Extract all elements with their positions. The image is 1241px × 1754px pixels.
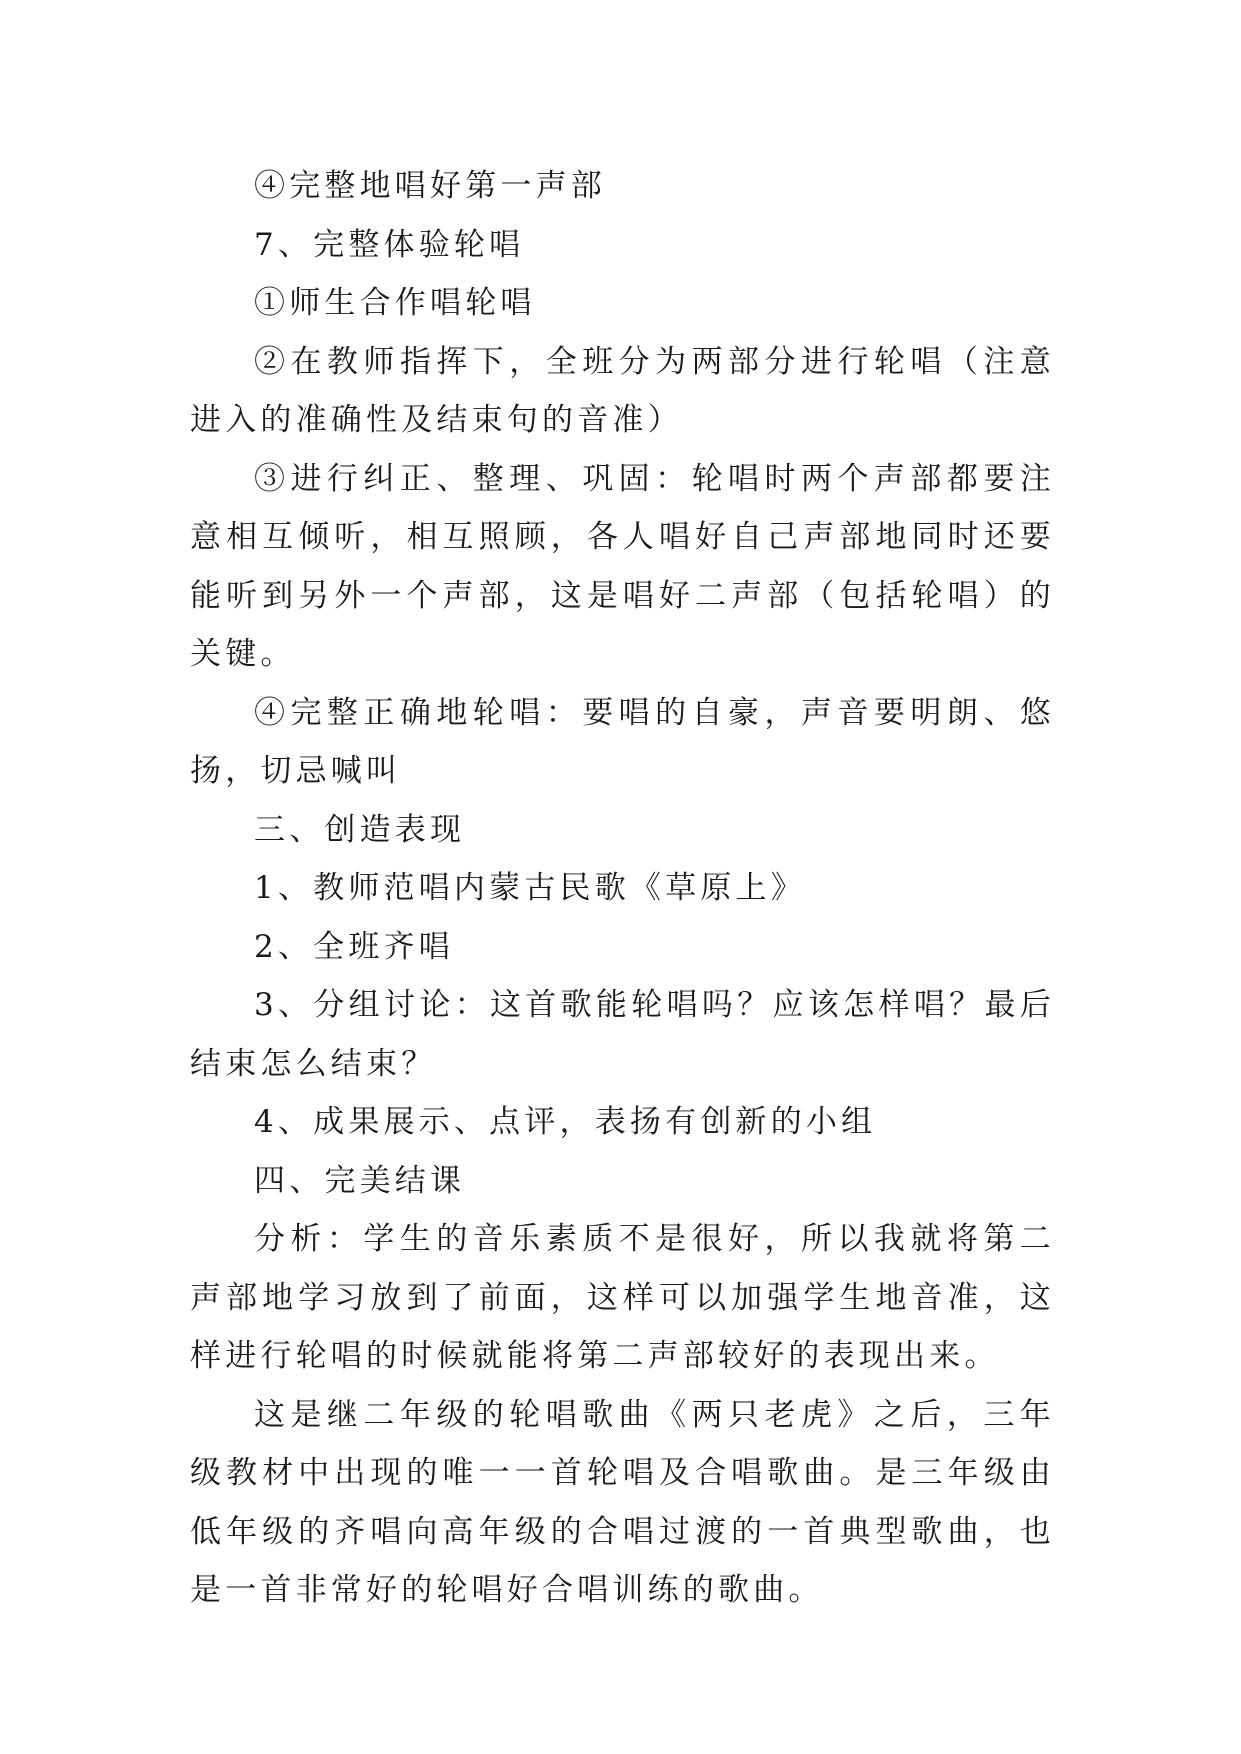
section-heading: 三、创造表现 bbox=[254, 811, 466, 848]
paragraph: ①师生合作唱轮唱 bbox=[254, 285, 536, 321]
paragraph: 这是继二年级的轮唱歌曲《两只老虎》之后，三年级教材中出现的唯一一首轮唱及合唱歌曲。是三年级由低年级的齐唱向高年级的合唱过渡的一首典型歌曲，也是一首非常好的轮唱好合唱训练的歌曲。 bbox=[190, 1396, 1055, 1608]
paragraph: ②在教师指挥下，全班分为两部分进行轮唱（注意进入的准确性及结束句的音准） bbox=[190, 343, 1055, 438]
paragraph: 3、分组讨论：这首歌能轮唱吗？应该怎样唱？最后结束怎么结束？ bbox=[190, 987, 1055, 1082]
paragraph: 2、全班齐唱 bbox=[254, 928, 454, 965]
paragraph: ④完整正确地轮唱：要唱的自豪，声音要明朗、悠扬，切忌喊叫 bbox=[190, 694, 1055, 789]
paragraph: 1、教师范唱内蒙古民歌《草原上》 bbox=[254, 870, 806, 906]
paragraph: 分析：学生的音乐素质不是很好，所以我就将第二声部地学习放到了前面，这样可以加强学生地音准，这样进行轮唱的时候就能将第二声部较好的表现出来。 bbox=[190, 1221, 1055, 1374]
paragraph: ④完整地唱好第一声部 bbox=[254, 168, 606, 204]
section-heading: 四、完美结课 bbox=[254, 1162, 466, 1199]
paragraph: 4、成果展示、点评，表扬有创新的小组 bbox=[254, 1104, 877, 1140]
document-body bbox=[190, 157, 1055, 1620]
paragraph: 7、完整体验轮唱 bbox=[254, 226, 525, 263]
paragraph: ③进行纠正、整理、巩固：轮唱时两个声部都要注意相互倾听，相互照顾，各人唱好自己声部地同时还要能听到另外一个声部，这是唱好二声部（包括轮唱）的关键。 bbox=[190, 460, 1055, 672]
